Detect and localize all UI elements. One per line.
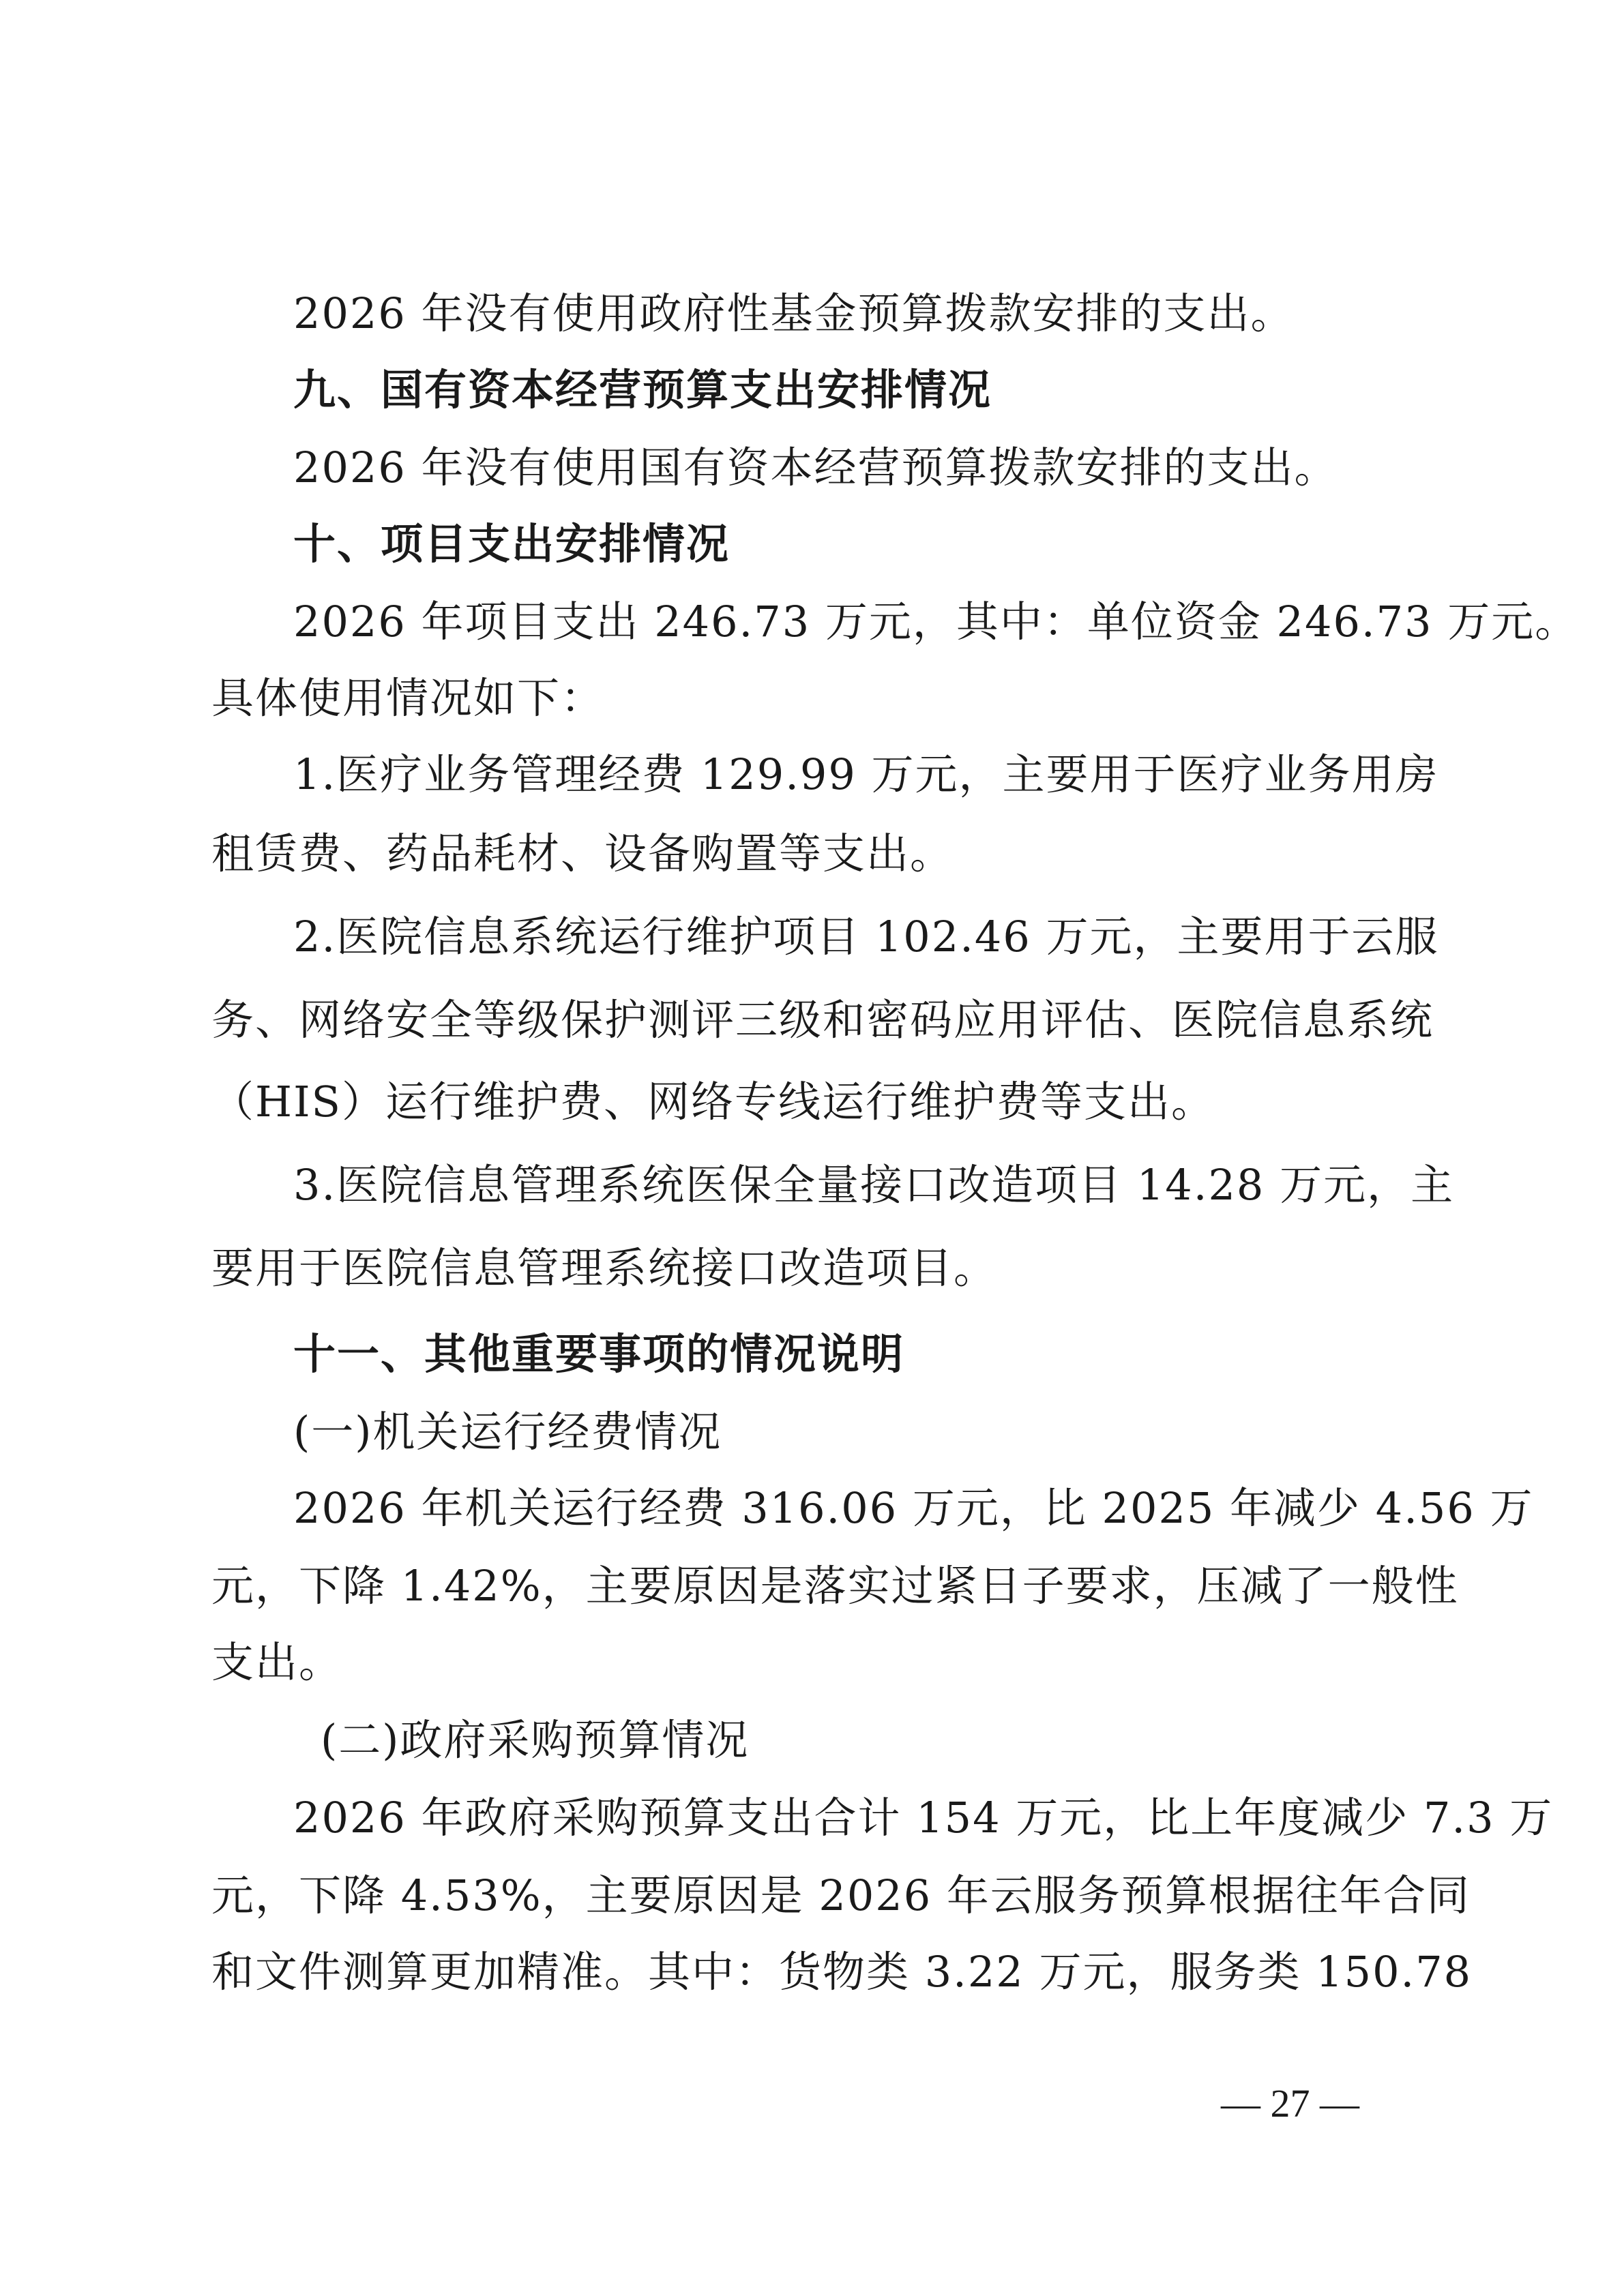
- paragraph-line: 2026 年机关运行经费 316.06 万元，比 2025 年减少 4.56 万: [293, 1483, 1534, 1533]
- list-item-2: 2.医院信息系统运行维护项目 102.46 万元，主要用于云服: [293, 912, 1439, 961]
- paragraph-line: 2026 年没有使用政府性基金预算拨款安排的支出。: [293, 288, 1295, 338]
- subheading-1: (一)机关运行经费情况: [293, 1407, 722, 1457]
- section-heading-9: 九、国有资本经营预算支出安排情况: [293, 365, 992, 415]
- paragraph-line: 和文件测算更加精准。其中：货物类 3.22 万元，服务类 150.78: [211, 1947, 1473, 1997]
- paragraph-line: 元，下降 1.42%，主要原因是落实过紧日子要求，压减了一般性: [211, 1561, 1459, 1611]
- paragraph-line: 支出。: [211, 1637, 343, 1687]
- subheading-2: (二)政府采购预算情况: [321, 1715, 750, 1765]
- paragraph-line: 2026 年项目支出 246.73 万元，其中：单位资金 246.73 万元。: [293, 597, 1579, 646]
- section-heading-10: 十、项目支出安排情况: [293, 519, 730, 569]
- paragraph-line: 2026 年政府采购预算支出合计 154 万元，比上年度减少 7.3 万: [293, 1793, 1554, 1843]
- paragraph-line: （HIS）运行维护费、网络专线运行维护费等支出。: [211, 1077, 1215, 1127]
- paragraph-line: 元，下降 4.53%，主要原因是 2026 年云服务预算根据往年合同: [211, 1870, 1471, 1920]
- paragraph-line: 务、网络安全等级保护测评三级和密码应用评估、医院信息系统: [211, 995, 1434, 1045]
- paragraph-line: 要用于医院信息管理系统接口改造项目。: [211, 1243, 998, 1293]
- paragraph-line: 租赁费、药品耗材、设备购置等支出。: [211, 829, 954, 878]
- list-item-1: 1.医疗业务管理经费 129.99 万元，主要用于医疗业务用房: [293, 749, 1439, 799]
- page-number: — 27 —: [1221, 2081, 1359, 2126]
- section-heading-11: 十一、其他重要事项的情况说明: [293, 1329, 905, 1379]
- list-item-3: 3.医院信息管理系统医保全量接口改造项目 14.28 万元，主: [293, 1160, 1455, 1210]
- paragraph-line: 2026 年没有使用国有资本经营预算拨款安排的支出。: [293, 443, 1338, 492]
- paragraph-line: 具体使用情况如下：: [211, 673, 605, 723]
